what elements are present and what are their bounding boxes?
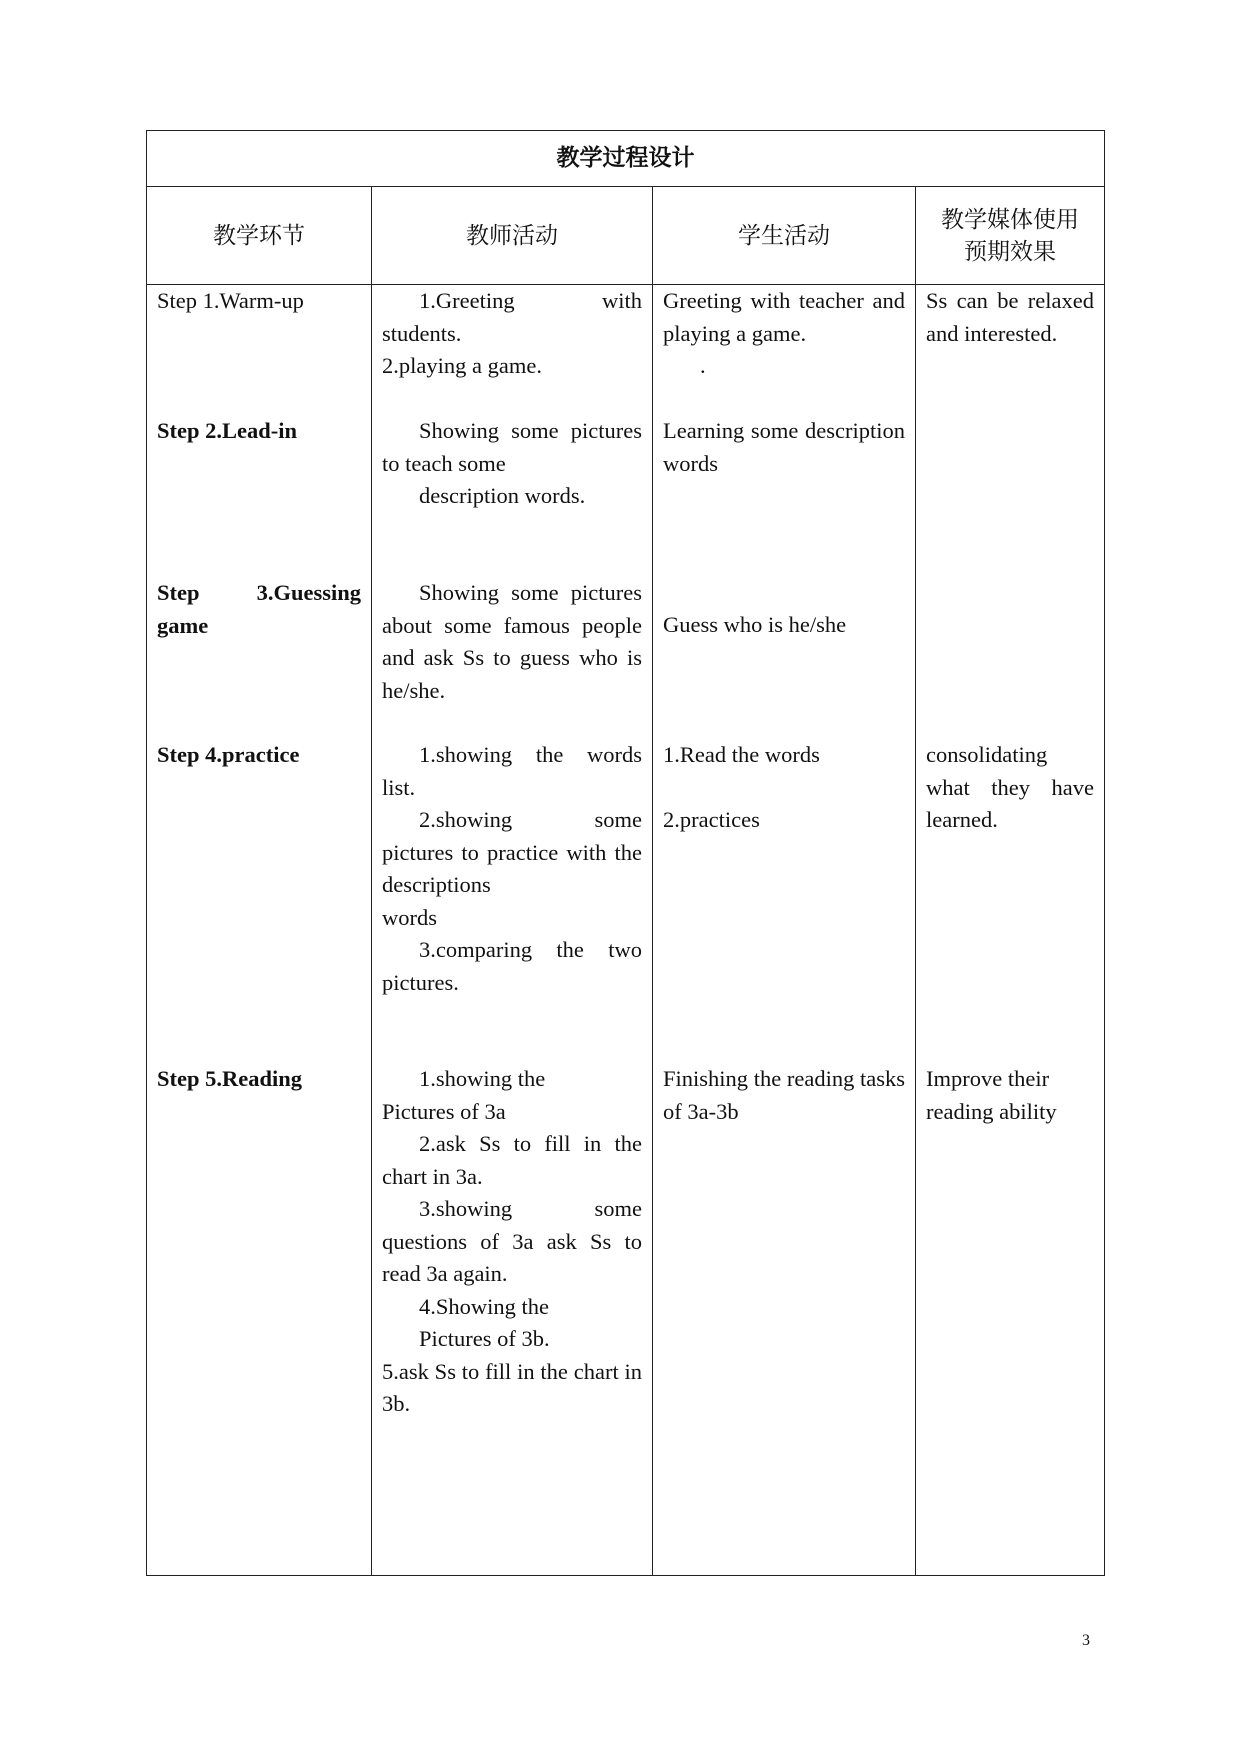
- student-4-line-2: 2.practices: [663, 807, 760, 832]
- effect-step-5: Improve their reading ability: [926, 1066, 1057, 1124]
- student-1-line-2: .: [700, 353, 706, 378]
- teacher-1-line-2: 2.playing a game.: [382, 353, 542, 378]
- effect-step-1: Ss can be relaxed and interested.: [926, 288, 1094, 346]
- student-step-2: Learning some description words: [663, 418, 905, 476]
- header-row: [147, 187, 1105, 285]
- teacher-column: [372, 285, 653, 1576]
- student-step-5: Finishing the reading tasks of 3a-3b: [663, 1066, 905, 1124]
- teacher-5-line-4: 3.showing some questions of 3a ask Ss to read 3a again.: [382, 1196, 642, 1286]
- teacher-5-line-6: Pictures of 3b.: [419, 1326, 550, 1351]
- teacher-2-line-1: Showing some pictures to teach some: [382, 418, 642, 476]
- student-4-line-1: 1.Read the words: [663, 742, 820, 767]
- stage-5: Step 5.Reading: [157, 1066, 303, 1091]
- teacher-step-5: [382, 1063, 642, 1421]
- header-teacher: 教师活动: [372, 187, 653, 285]
- lesson-design-table: [146, 130, 1105, 1576]
- teacher-4-line-1: 1.showing the words list.: [382, 742, 642, 800]
- title-row: [147, 131, 1105, 187]
- teacher-2-line-2: description words.: [419, 483, 586, 508]
- stage-1: Step 1.Warm-up: [157, 288, 304, 313]
- header-media-line2: 预期效果: [964, 238, 1056, 264]
- student-1-line-1: Greeting with teacher and playing a game.: [663, 288, 905, 346]
- header-stage: 教学环节: [147, 187, 372, 285]
- teacher-4-line-3: words: [382, 904, 437, 930]
- teacher-5-line-2: Pictures of 3a: [382, 1098, 506, 1124]
- header-student: 学生活动: [653, 187, 916, 285]
- student-step-4: [663, 739, 905, 837]
- page-number: 3: [1082, 1632, 1090, 1649]
- teacher-3-line-1: Showing some pictures about some famous people and ask Ss to guess who is he/she.: [382, 580, 642, 703]
- teacher-1-line-1: 1.Greeting with students.: [382, 288, 642, 346]
- teacher-4-line-4: 3.comparing the two pictures.: [382, 937, 642, 995]
- student-step-3: Guess who is he/she: [663, 612, 847, 637]
- effect-column: [916, 285, 1105, 1576]
- teacher-step-3: [382, 577, 642, 707]
- teacher-5-line-5: 4.Showing the: [419, 1293, 550, 1319]
- stage-2: Step 2.Lead-in: [157, 418, 298, 443]
- header-media: [916, 187, 1105, 285]
- stage-4: Step 4.practice: [157, 742, 300, 767]
- teacher-5-line-1: 1.showing the: [419, 1066, 546, 1091]
- student-step-1: [663, 285, 905, 383]
- teacher-step-4: [382, 739, 642, 999]
- effect-step-4: consolidating what they have learned.: [926, 742, 1094, 832]
- teacher-5-line-7: 5.ask Ss to fill in the chart in 3b.: [382, 1358, 642, 1416]
- teacher-4-line-2: 2.showing some pictures to practice with the descriptions: [382, 807, 642, 897]
- student-column: [653, 285, 916, 1576]
- table-title: 教学过程设计: [147, 131, 1105, 187]
- stage-column: [147, 285, 372, 1576]
- teacher-step-1: [382, 285, 642, 383]
- teacher-step-2: [382, 415, 642, 513]
- teacher-5-line-3: 2.ask Ss to fill in the chart in 3a.: [382, 1131, 642, 1189]
- body-row: [147, 285, 1105, 1576]
- header-media-line1: 教学媒体使用: [941, 206, 1079, 232]
- stage-3: Step 3.Guessing game: [157, 580, 361, 638]
